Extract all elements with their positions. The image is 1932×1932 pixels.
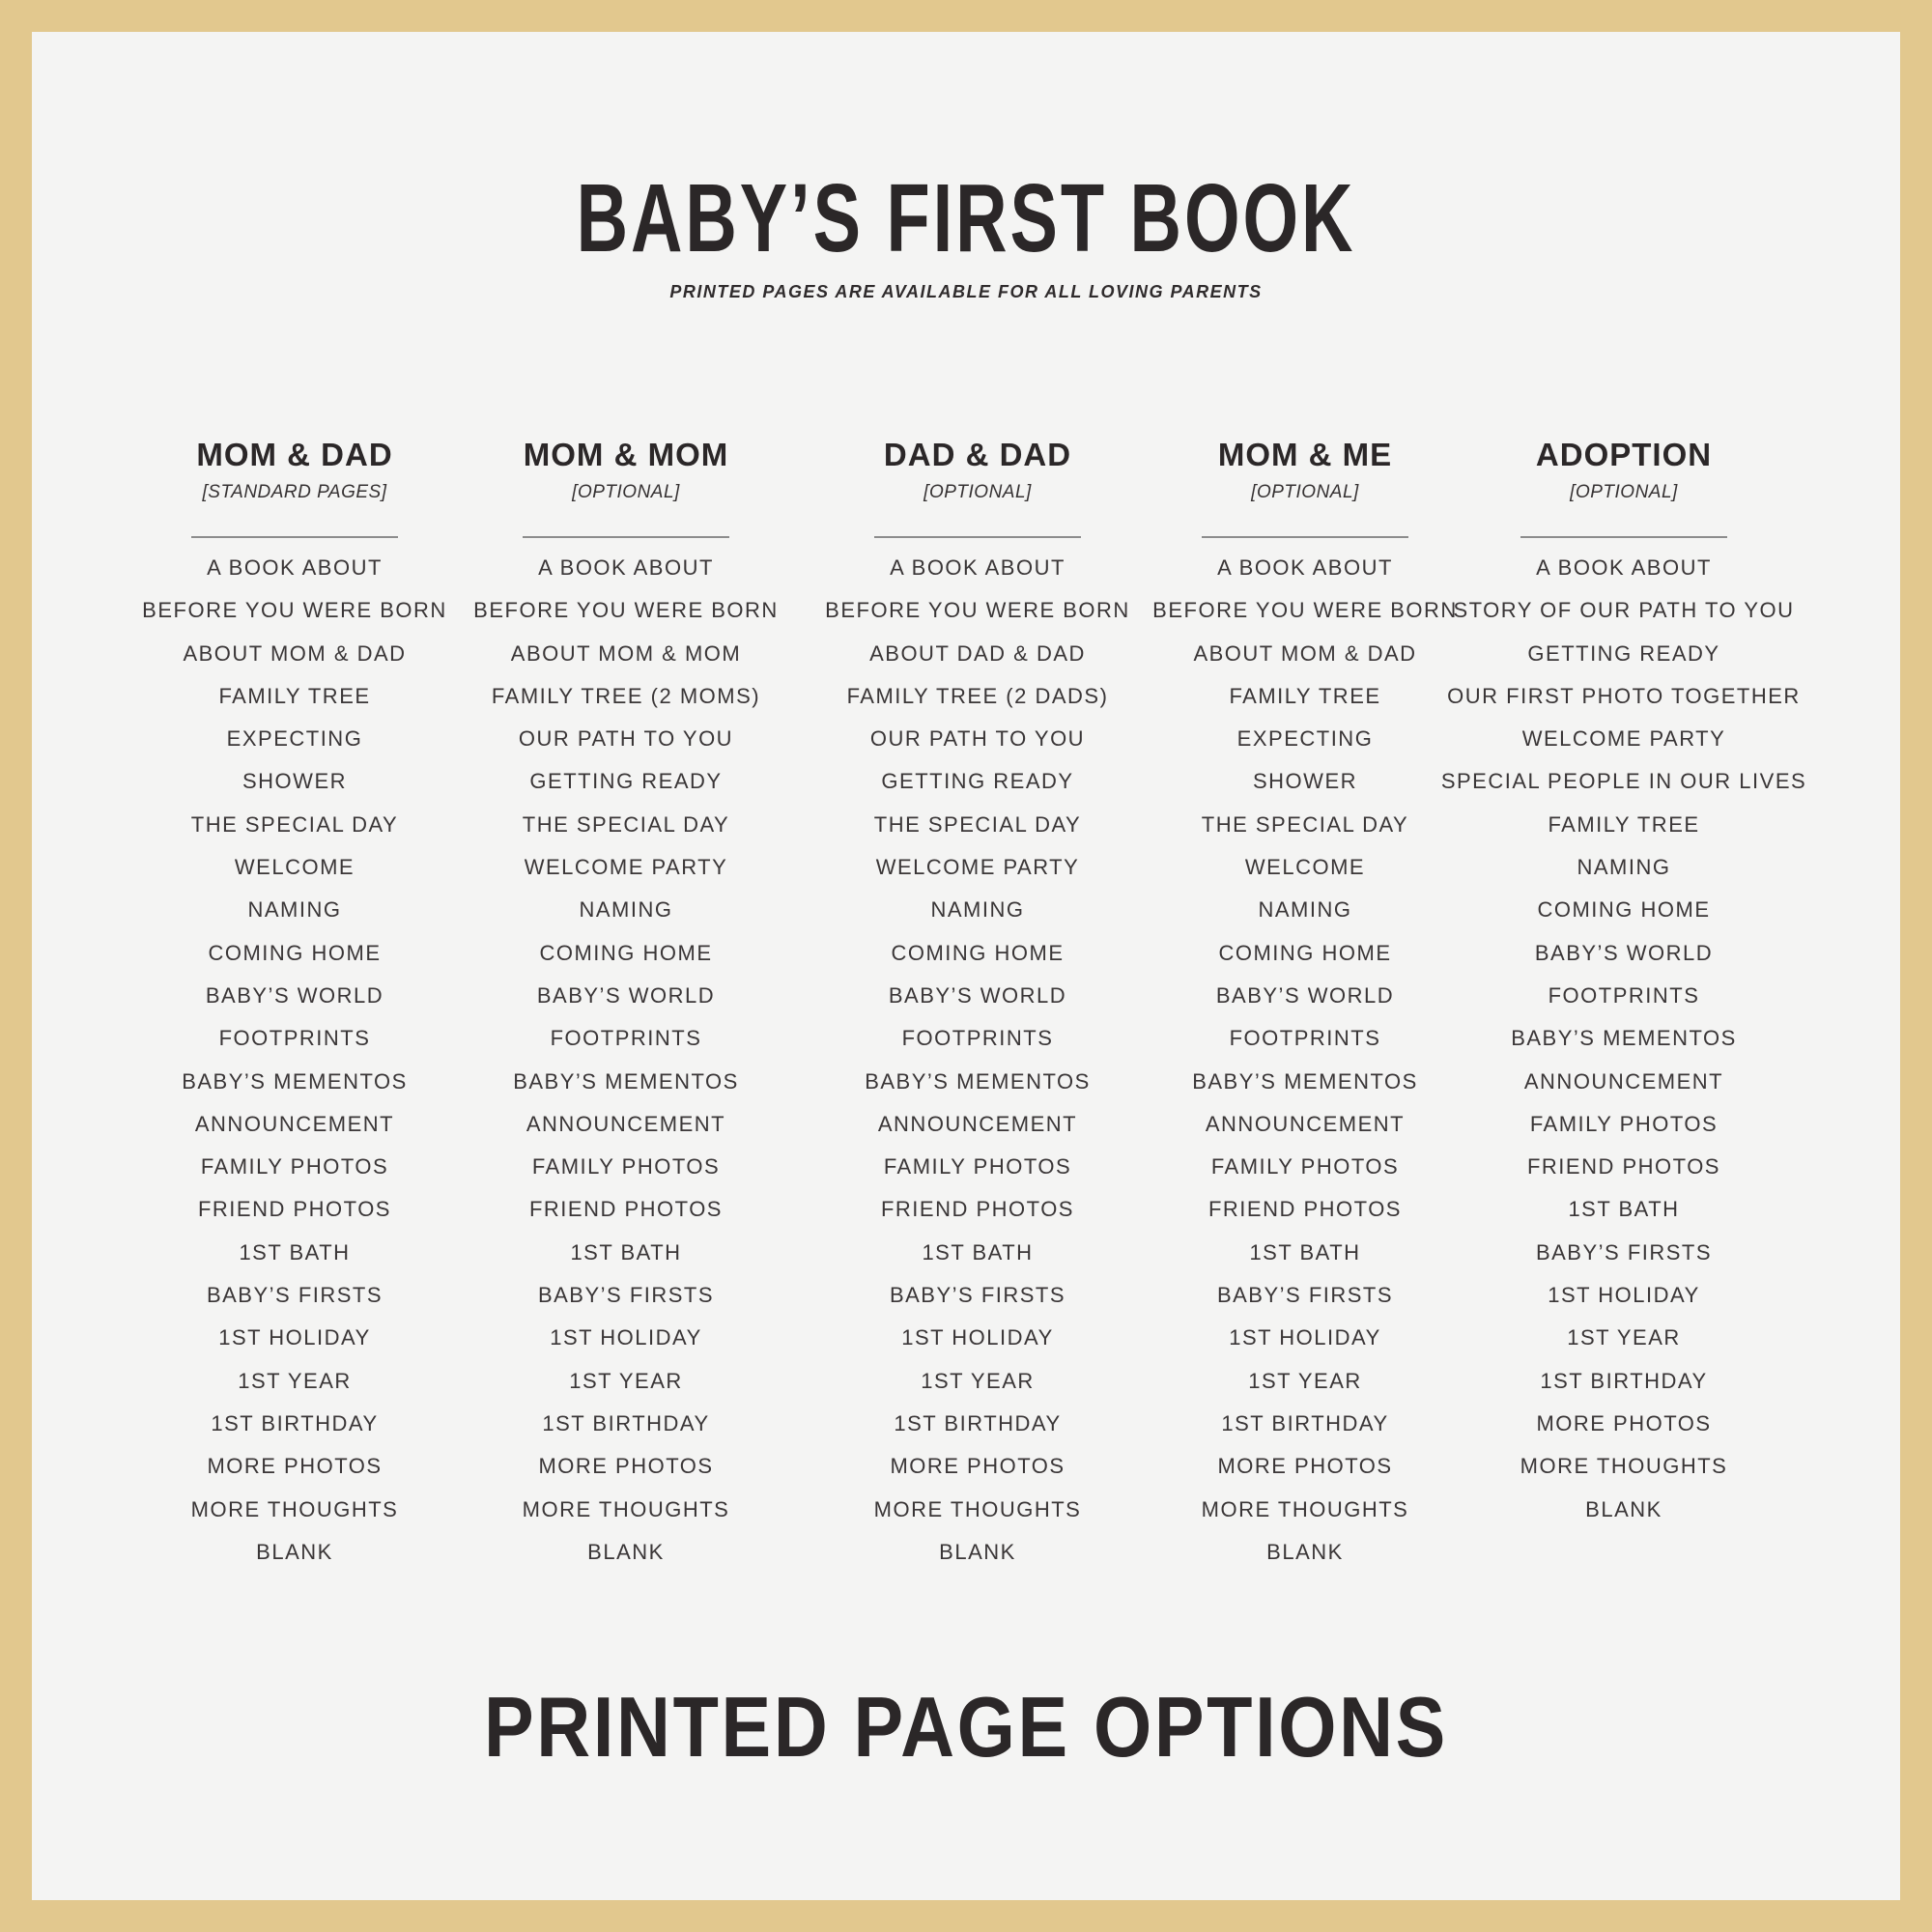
page-list-item: 1ST HOLIDAY xyxy=(550,1325,702,1350)
column-page-list xyxy=(433,547,819,1574)
page-subtitle: PRINTED PAGES ARE AVAILABLE FOR ALL LOVING PARENTS xyxy=(669,282,1263,301)
page-list-item: BABY’S WORLD xyxy=(1215,982,1395,1008)
column-page-list xyxy=(1431,547,1817,1531)
page-list-item: THE SPECIAL DAY xyxy=(873,811,1082,837)
page-list-item: FAMILY TREE (2 DADS) xyxy=(846,683,1109,708)
page-list-item: OUR PATH TO YOU xyxy=(518,726,734,752)
page-list-item: GETTING READY xyxy=(881,769,1074,794)
column-tag: [OPTIONAL] xyxy=(1251,482,1359,502)
page-list-item: FAMILY PHOTOS xyxy=(531,1154,721,1179)
page-option-column xyxy=(433,436,819,1574)
page-list-item: MORE THOUGHTS xyxy=(522,1496,730,1521)
page-list-item: ABOUT MOM & DAD xyxy=(183,640,407,666)
page-list-item: BABY’S FIRSTS xyxy=(206,1283,384,1308)
page-list-item: BABY’S WORLD xyxy=(536,982,716,1008)
page-list-item: NAMING xyxy=(930,897,1025,923)
page-list-item: A BOOK ABOUT xyxy=(1536,555,1712,580)
page-list-item: BABY’S MEMENTOS xyxy=(1511,1026,1737,1051)
page-list-item: MORE PHOTOS xyxy=(538,1454,714,1479)
page-list-item: A BOOK ABOUT xyxy=(890,555,1065,580)
page-list-item: A BOOK ABOUT xyxy=(207,555,383,580)
page-list-item: FAMILY PHOTOS xyxy=(1210,1154,1400,1179)
page-list-item: OUR FIRST PHOTO TOGETHER xyxy=(1447,683,1801,708)
page-list-item: GETTING READY xyxy=(529,769,723,794)
page-list-item: A BOOK ABOUT xyxy=(538,555,714,580)
page-list-item: BABY’S MEMENTOS xyxy=(865,1068,1091,1094)
page-list-item: MORE PHOTOS xyxy=(1536,1410,1712,1435)
page-list-item: BEFORE YOU WERE BORN xyxy=(473,598,779,623)
page-option-column xyxy=(101,436,488,1574)
page-list-item: FAMILY TREE xyxy=(218,683,371,708)
page-list-item: BABY’S MEMENTOS xyxy=(1192,1068,1418,1094)
page-list-item: MORE PHOTOS xyxy=(890,1454,1065,1479)
page-list-item: BABY’S WORLD xyxy=(205,982,384,1008)
page-list-item: FAMILY PHOTOS xyxy=(883,1154,1072,1179)
page-list-item: BLANK xyxy=(1585,1496,1662,1521)
column-header: DAD & DAD xyxy=(883,437,1072,472)
page-list-item: COMING HOME xyxy=(1537,897,1711,923)
page-list-item: MORE PHOTOS xyxy=(207,1454,383,1479)
page-list-item: THE SPECIAL DAY xyxy=(1201,811,1409,837)
page-list-item: 1ST YEAR xyxy=(238,1368,352,1393)
page-list-item: BABY’S WORLD xyxy=(888,982,1067,1008)
page-list-item: ABOUT DAD & DAD xyxy=(869,640,1086,666)
page-list-item: 1ST BIRTHDAY xyxy=(1540,1368,1708,1393)
page-title: BABY’S FIRST BOOK xyxy=(576,164,1356,272)
page-list-item: FOOTPRINTS xyxy=(1548,982,1700,1008)
column-page-list xyxy=(101,547,488,1574)
page-list-item: 1ST YEAR xyxy=(1567,1325,1681,1350)
page-list-item: BABY’S FIRSTS xyxy=(1216,1283,1394,1308)
page-list-item: BEFORE YOU WERE BORN xyxy=(1152,598,1458,623)
page-list-item: 1ST BATH xyxy=(570,1239,682,1264)
page-list-item: BABY’S FIRSTS xyxy=(537,1283,715,1308)
page-list-item: BEFORE YOU WERE BORN xyxy=(142,598,447,623)
page-list-item: BLANK xyxy=(587,1539,665,1564)
page-list-item: WELCOME xyxy=(234,855,355,880)
page-list-item: ANNOUNCEMENT xyxy=(1205,1111,1406,1136)
page-list-item: MORE THOUGHTS xyxy=(190,1496,399,1521)
page-list-item: SPECIAL PEOPLE IN OUR LIVES xyxy=(1440,769,1807,794)
column-header: ADOPTION xyxy=(1535,437,1713,472)
page-list-item: FRIEND PHOTOS xyxy=(1526,1154,1720,1179)
page-list-item: STORY OF OUR PATH TO YOU xyxy=(1453,598,1795,623)
page-list-item: FRIEND PHOTOS xyxy=(1208,1197,1402,1222)
page-list-item: NAMING xyxy=(247,897,342,923)
page-list-item: COMING HOME xyxy=(208,940,382,965)
page-list-item: FAMILY PHOTOS xyxy=(200,1154,389,1179)
column-divider xyxy=(1202,536,1408,538)
page-list-item: WELCOME PARTY xyxy=(875,855,1080,880)
page-list-item: FAMILY TREE xyxy=(1548,811,1700,837)
page-list-item: GETTING READY xyxy=(1527,640,1720,666)
column-header: MOM & DAD xyxy=(196,437,393,472)
page-list-item: ANNOUNCEMENT xyxy=(877,1111,1078,1136)
page-list-item: WELCOME PARTY xyxy=(524,855,728,880)
footer-title: PRINTED PAGE OPTIONS xyxy=(484,1679,1448,1775)
page-list-item: 1ST YEAR xyxy=(1248,1368,1362,1393)
page-list-item: BABY’S MEMENTOS xyxy=(182,1068,408,1094)
page-list-item: WELCOME xyxy=(1244,855,1366,880)
page-list-item: ANNOUNCEMENT xyxy=(1523,1068,1724,1094)
page-list-item: BLANK xyxy=(1266,1539,1344,1564)
column-tag: [OPTIONAL] xyxy=(572,482,680,502)
page-list-item: BABY’S FIRSTS xyxy=(1535,1239,1713,1264)
page-list-item: FOOTPRINTS xyxy=(218,1026,371,1051)
page-list-item: 1ST BATH xyxy=(1249,1239,1361,1264)
page-list-item: FOOTPRINTS xyxy=(550,1026,702,1051)
page-list-item: OUR PATH TO YOU xyxy=(869,726,1086,752)
page-list-item: BABY’S MEMENTOS xyxy=(513,1068,739,1094)
page-list-item: MORE PHOTOS xyxy=(1217,1454,1393,1479)
page-options-columns xyxy=(32,436,1900,1614)
page-list-item: 1ST BATH xyxy=(922,1239,1034,1264)
page-list-item: 1ST BIRTHDAY xyxy=(542,1410,710,1435)
page-list-item: NAMING xyxy=(1577,855,1671,880)
page-list-item: BLANK xyxy=(939,1539,1016,1564)
column-tag: [OPTIONAL] xyxy=(1570,482,1678,502)
page-list-item: BABY’S WORLD xyxy=(1534,940,1714,965)
page-list-item: MORE THOUGHTS xyxy=(1520,1454,1728,1479)
page-list-item: FRIEND PHOTOS xyxy=(880,1197,1074,1222)
page-list-item: FAMILY TREE (2 MOMS) xyxy=(491,683,761,708)
page-list-item: FOOTPRINTS xyxy=(901,1026,1054,1051)
page-list-item: SHOWER xyxy=(242,769,347,794)
page-option-column xyxy=(1431,436,1817,1531)
page-list-item: COMING HOME xyxy=(1218,940,1392,965)
page-list-item: THE SPECIAL DAY xyxy=(522,811,730,837)
page-list-item: COMING HOME xyxy=(539,940,713,965)
page-list-item: ABOUT MOM & MOM xyxy=(510,640,742,666)
page-list-item: 1ST BIRTHDAY xyxy=(894,1410,1062,1435)
page-list-item: MORE THOUGHTS xyxy=(873,1496,1082,1521)
column-divider xyxy=(523,536,729,538)
page-list-item: WELCOME PARTY xyxy=(1521,726,1726,752)
page-list-item: 1ST YEAR xyxy=(569,1368,683,1393)
page-list-item: A BOOK ABOUT xyxy=(1217,555,1393,580)
printed-pages-sheet xyxy=(32,32,1900,1900)
page-list-item: 1ST HOLIDAY xyxy=(901,1325,1054,1350)
page-list-item: MORE THOUGHTS xyxy=(1201,1496,1409,1521)
page-list-item: EXPECTING xyxy=(1236,726,1374,752)
page-list-item: ABOUT MOM & DAD xyxy=(1193,640,1417,666)
page-list-item: 1ST BIRTHDAY xyxy=(1221,1410,1389,1435)
page-list-item: BLANK xyxy=(256,1539,333,1564)
page-list-item: BEFORE YOU WERE BORN xyxy=(825,598,1130,623)
page-list-item: NAMING xyxy=(1258,897,1352,923)
page-list-item: BABY’S FIRSTS xyxy=(889,1283,1066,1308)
page-list-item: 1ST HOLIDAY xyxy=(1229,1325,1381,1350)
page-list-item: FAMILY PHOTOS xyxy=(1529,1111,1719,1136)
page-list-item: 1ST BIRTHDAY xyxy=(211,1410,379,1435)
column-header: MOM & ME xyxy=(1217,437,1393,472)
page-list-item: FOOTPRINTS xyxy=(1229,1026,1381,1051)
page-list-item: FRIEND PHOTOS xyxy=(197,1197,391,1222)
page-list-item: SHOWER xyxy=(1253,769,1357,794)
page-list-item: FRIEND PHOTOS xyxy=(528,1197,723,1222)
page-list-item: THE SPECIAL DAY xyxy=(190,811,399,837)
page-list-item: NAMING xyxy=(579,897,673,923)
page-list-item: FAMILY TREE xyxy=(1229,683,1381,708)
column-tag: [OPTIONAL] xyxy=(923,482,1032,502)
page-list-item: ANNOUNCEMENT xyxy=(194,1111,395,1136)
column-tag: [STANDARD PAGES] xyxy=(202,482,387,502)
column-divider xyxy=(191,536,398,538)
page-list-item: 1ST BATH xyxy=(1568,1197,1680,1222)
page-list-item: EXPECTING xyxy=(226,726,363,752)
column-header: MOM & MOM xyxy=(523,437,729,472)
page-list-item: ANNOUNCEMENT xyxy=(526,1111,726,1136)
page-list-item: 1ST HOLIDAY xyxy=(1548,1283,1700,1308)
page-list-item: 1ST HOLIDAY xyxy=(218,1325,371,1350)
page-list-item: 1ST YEAR xyxy=(921,1368,1035,1393)
column-divider xyxy=(1520,536,1727,538)
page-list-item: 1ST BATH xyxy=(239,1239,351,1264)
column-divider xyxy=(874,536,1081,538)
page-list-item: COMING HOME xyxy=(891,940,1065,965)
